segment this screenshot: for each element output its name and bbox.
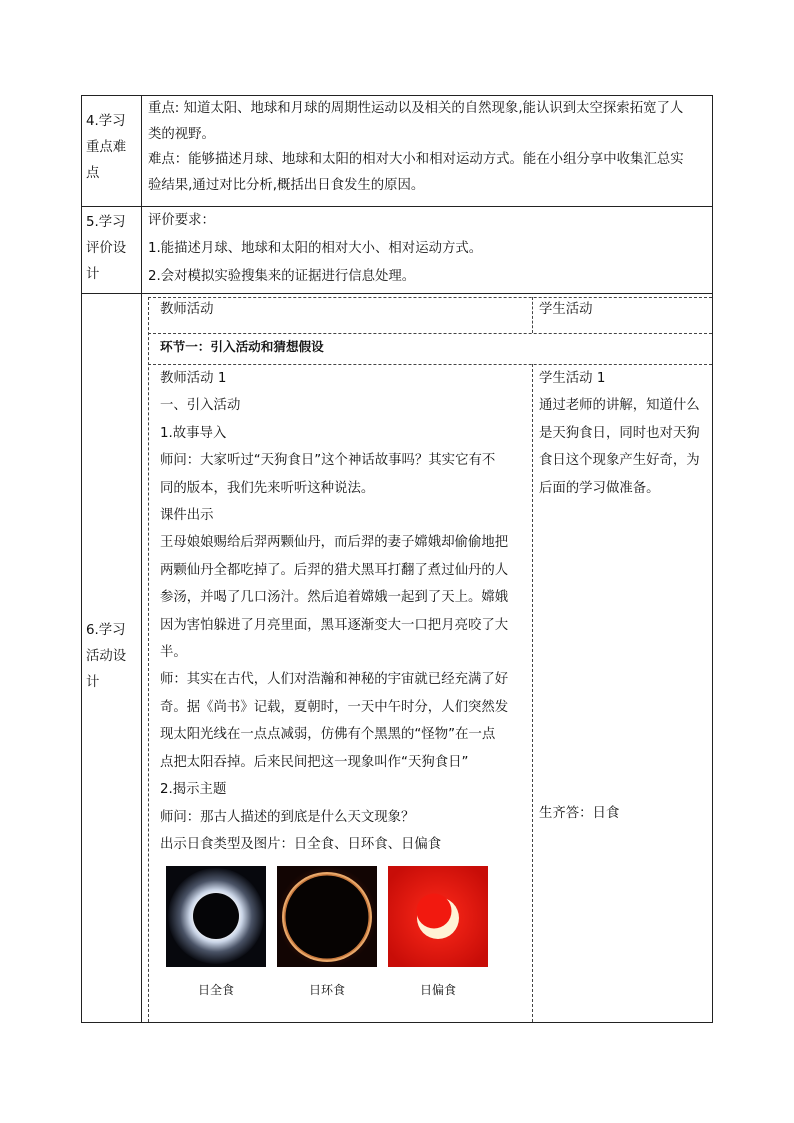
text-line: 师：其实在古代，人们对浩瀚和神秘的宇宙就已经充满了好 [160,672,509,688]
row-label-activity: 6.学习活动设计 [86,623,127,690]
total-eclipse-icon [166,866,266,967]
student-answer: 生齐答：日食 [539,806,620,821]
row-evaluation-content [148,207,482,291]
partial-eclipse-icon [388,866,488,967]
inner-table-left [148,297,149,1022]
text-line: 重点: 知道太阳、地球和月球的周期性运动以及相关的自然现象,能认识到太空探索拓宽了人 [148,101,684,116]
text-line: 后面的学习做准备。 [539,480,660,496]
table-border-right [712,95,713,1023]
text-line: 参汤，并喝了几口汤汁。然后追着嫦娥一起到了天上。嫦娥 [160,590,509,606]
text-line: 两颗仙丹全都吃掉了。后羿的猎犬黑耳打翻了煮过仙丹的人 [160,562,509,578]
text-line: 2.会对模拟实验搜集来的证据进行信息处理。 [148,269,416,284]
text-line: 一、引入活动 [160,398,241,414]
student-activity-content [539,365,700,502]
text-line: 教师活动 1 [160,371,227,386]
table-border-bottom [81,1022,713,1023]
text-line: 1.故事导入 [160,425,227,441]
text-line: 课件出示 [160,508,214,524]
inner-table-top [148,297,712,298]
inner-column-divider [532,297,533,333]
annular-eclipse-icon [277,866,377,967]
text-line: 1.能描述月球、地球和太阳的相对大小、相对运动方式。 [148,241,483,256]
text-line: 难点：能够描述月球、地球和太阳的相对大小和相对运动方式。能在小组分享中收集汇总实 [148,152,684,167]
image-caption: 日环食 [308,983,345,997]
text-line: 评价要求： [148,213,215,228]
row-label-evaluation: 5.学习评价设计 [86,215,127,282]
text-line: 点把太阳吞掉。后来民间把这一现象叫作“天狗食日” [160,754,469,770]
text-line: 2.揭示主题 [160,782,227,798]
text-line: 王母娘娘赐给后羿两颗仙丹，而后羿的妻子嫦娥却偷偷地把 [160,535,509,551]
table-border-left [81,95,82,1023]
text-line: 因为害怕躲进了月亮里面，黑耳逐渐变大一口把月亮咬了大 [160,617,509,633]
text-line: 师问：那古人描述的到底是什么天文现象？ [160,809,415,825]
text-line: 半。 [160,645,187,661]
student-activity-header: 学生活动 [539,302,593,317]
text-line: 类的视野。 [148,126,215,142]
total-eclipse-image [166,866,266,967]
section-title: 环节一：引入活动和猜想假设 [160,339,324,354]
text-line: 学生活动 1 [539,371,606,386]
row-label-focus: 4.学习重点难点 [86,114,127,181]
partial-eclipse-image [388,866,488,967]
annular-eclipse-image [277,866,377,967]
text-line: 现太阳光线在一点点减弱，仿佛有个黑黑的“怪物”在一点 [160,727,496,743]
row-divider [81,293,713,294]
image-caption: 日偏食 [419,983,456,997]
text-line: 奇。据《尚书》记载，夏朝时，一天中午时分，人们突然发 [160,699,509,715]
teacher-activity-header: 教师活动 [160,302,214,317]
text-line: 同的版本，我们先来听听这种说法。 [160,480,375,496]
text-line: 验结果,通过对比分析,概括出日食发生的原因。 [148,177,425,193]
row-focus-content [148,96,684,198]
label-column-divider [141,95,142,1023]
teacher-activity-content [160,365,508,858]
text-line: 是天狗食日，同时也对天狗 [539,425,700,441]
image-caption: 日全食 [197,983,234,997]
text-line: 出示日食类型及图片：日全食、日环食、日偏食 [160,836,442,852]
inner-row-divider [148,333,712,334]
inner-column-divider [532,364,533,1022]
text-line: 食日这个现象产生好奇，为 [539,453,700,469]
text-line: 师问：大家听过“天狗食日”这个神话故事吗？其实它有不 [160,453,496,469]
text-line: 通过老师的讲解，知道什么 [539,398,700,414]
